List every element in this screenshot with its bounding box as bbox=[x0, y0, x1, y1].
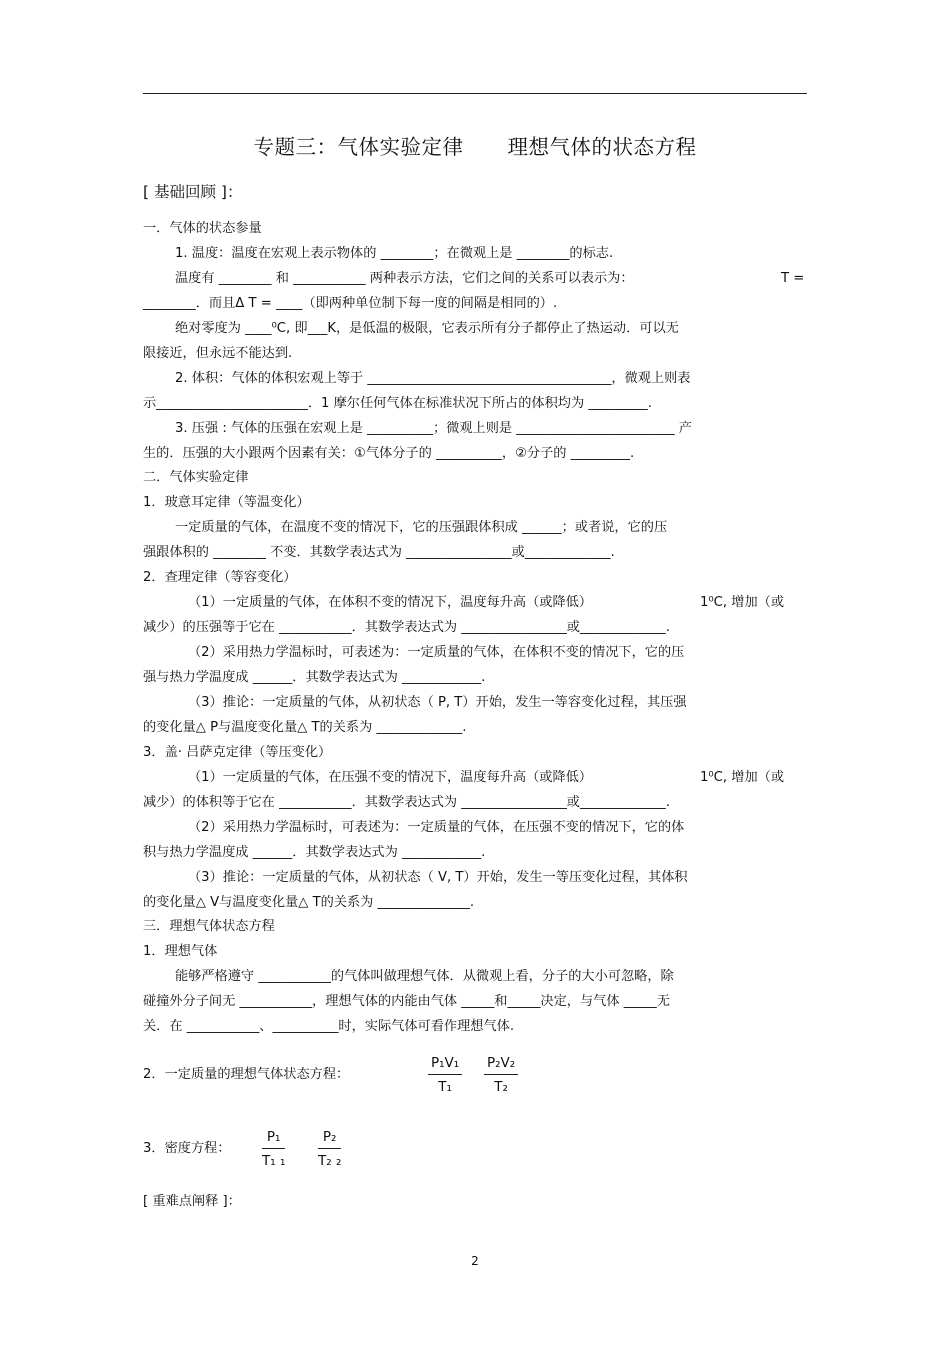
text-line: 一．气体的状态参量 bbox=[143, 221, 262, 236]
density-eq-fraction-2 bbox=[318, 1129, 341, 1169]
text-line: [ 重难点阐释 ]： bbox=[143, 1194, 241, 1209]
text-line: （1）一定质量的气体，在体积不变的情况下，温度每升高（或降低） bbox=[188, 595, 593, 610]
density-eq-fraction-1 bbox=[262, 1129, 285, 1169]
state-eq-denominator-1: T₁ bbox=[438, 1079, 452, 1095]
text-line: 1⁰C, 增加（或 bbox=[700, 595, 785, 610]
state-eq-fraction-1 bbox=[428, 1055, 462, 1095]
text-line: （2）采用热力学温标时，可表述为：一定质量的气体，在压强不变的情况下，它的体 bbox=[188, 820, 685, 835]
text-line: 减少）的压强等于它在 ___________．其数学表达式为 ________________或_____________. bbox=[143, 620, 670, 635]
text-line: 强跟体积的 ________ 不变．其数学表达式为 ________________或_____________. bbox=[143, 545, 615, 560]
page-title bbox=[0, 130, 950, 160]
title-part1: 专题三：气体实验定律 bbox=[253, 135, 464, 159]
density-eq-numerator-2: P₂ bbox=[318, 1129, 341, 1149]
text-line: 二．气体实验定律 bbox=[143, 470, 249, 485]
density-eq-denominator-2: T₂ ₂ bbox=[318, 1153, 342, 1169]
text-line: 积与热力学温度成 ______．其数学表达式为 ____________. bbox=[143, 845, 486, 860]
text-line: 2. 体积：气体的体积宏观上等于 _____________________________________，微观上则表 bbox=[175, 371, 691, 386]
title-part2: 理想气体的状态方程 bbox=[507, 135, 697, 159]
header-rule bbox=[143, 93, 807, 94]
text-line: 的变化量△ P与温度变化量△ T的关系为 _____________. bbox=[143, 720, 467, 735]
section-review-heading: [ 基础回顾 ]： bbox=[143, 183, 243, 201]
state-eq-denominator-2: T₂ bbox=[494, 1079, 508, 1095]
text-line: 温度有 ________ 和 ___________ 两种表示方法，它们之间的关系可以表示为： bbox=[175, 271, 634, 286]
text-line: 一定质量的气体，在温度不变的情况下，它的压强跟体积成 ______；或者说，它的压 bbox=[175, 520, 668, 535]
text-line: 强与热力学温度成 ______．其数学表达式为 ____________. bbox=[143, 670, 486, 685]
text-line: 能够严格遵守 ___________的气体叫做理想气体．从微观上看，分子的大小可忽略，除 bbox=[175, 969, 674, 984]
text-line: 3. 压强 : 气体的压强在宏观上是 __________；微观上则是 ________________________ 产 bbox=[175, 421, 692, 436]
text-line: （2）采用热力学温标时，可表述为：一定质量的气体，在体积不变的情况下，它的压 bbox=[188, 645, 685, 660]
state-eq-numerator-1: P₁V₁ bbox=[428, 1055, 462, 1075]
text-line: 1⁰C, 增加（或 bbox=[700, 770, 785, 785]
state-eq-fraction-2 bbox=[484, 1055, 518, 1095]
text-line: 1．玻意耳定律（等温变化） bbox=[143, 495, 310, 510]
text-line: 绝对零度为 ____⁰C, 即___K，是低温的极限，它表示所有分子都停止了热运动．可以无 bbox=[175, 321, 679, 336]
text-line: 示_______________________．1 摩尔任何气体在标准状况下所占的体积均为 _________. bbox=[143, 396, 652, 411]
density-eq-denominator-1: T₁ ₁ bbox=[262, 1153, 286, 1169]
text-line: T = bbox=[781, 271, 805, 286]
text-line: 2．查理定律（等容变化） bbox=[143, 570, 297, 585]
state-eq-numerator-2: P₂V₂ bbox=[484, 1055, 518, 1075]
text-line: 的变化量△ V与温度变化量△ T的关系为 ______________. bbox=[143, 895, 475, 910]
text-line: 三．理想气体状态方程 bbox=[143, 919, 275, 934]
text-line: 2．一定质量的理想气体状态方程： bbox=[143, 1067, 350, 1082]
text-line: （3）推论：一定质量的气体，从初状态（ V, T）开始，发生一等压变化过程，其体积 bbox=[188, 870, 688, 885]
density-eq-numerator-1: P₁ bbox=[262, 1129, 285, 1149]
page-number: 2 bbox=[471, 1254, 479, 1268]
text-line: 生的．压强的大小跟两个因素有关：①气体分子的 __________，②分子的 _________. bbox=[143, 446, 635, 461]
text-line: 3．盖· 吕萨克定律（等压变化） bbox=[143, 745, 332, 760]
text-line: 碰撞外分子间无 ___________，理想气体的内能由气体 _____和_____决定，与气体 _____无 bbox=[143, 994, 670, 1009]
text-line: 减少）的体积等于它在 ___________．其数学表达式为 ________________或_____________. bbox=[143, 795, 670, 810]
text-line: （3）推论：一定质量的气体，从初状态（ P, T）开始，发生一等容变化过程，其压强 bbox=[188, 695, 687, 710]
text-line: 3．密度方程： bbox=[143, 1141, 231, 1156]
text-line: ________．而且Δ T = ____（即两种单位制下每一度的间隔是相同的）. bbox=[143, 296, 558, 311]
text-line: 1. 温度：温度在宏观上表示物体的 ________；在微观上是 ________的标志. bbox=[175, 246, 614, 261]
text-line: （1）一定质量的气体，在压强不变的情况下，温度每升高（或降低） bbox=[188, 770, 593, 785]
text-line: 1．理想气体 bbox=[143, 944, 218, 959]
text-line: 关．在 ___________、__________时，实际气体可看作理想气体. bbox=[143, 1019, 515, 1034]
text-line: 限接近，但永远不能达到. bbox=[143, 346, 293, 361]
